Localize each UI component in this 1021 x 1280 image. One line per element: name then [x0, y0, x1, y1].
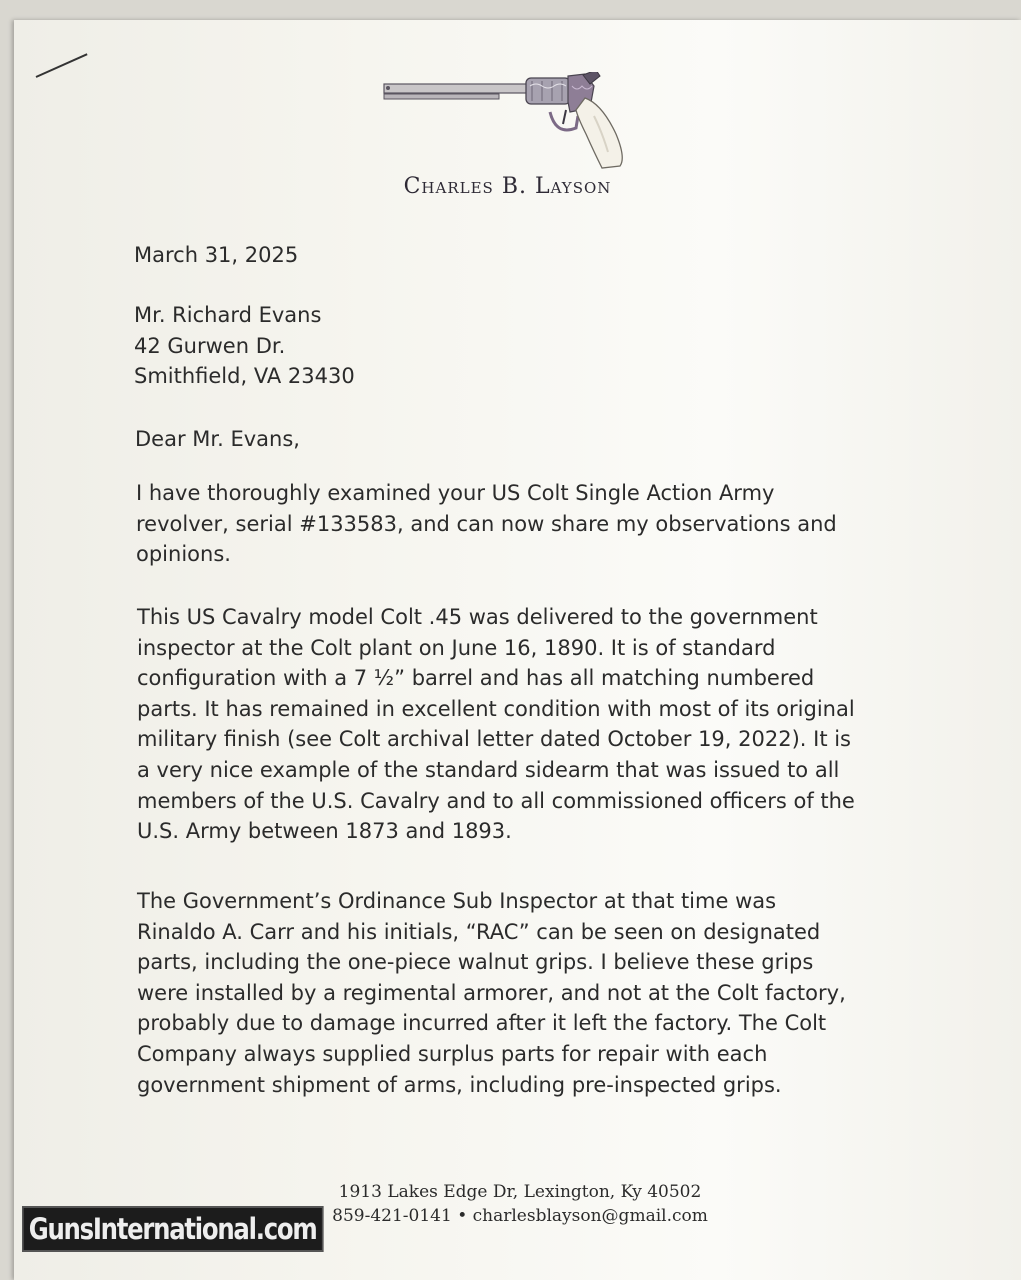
- paragraph-1: [136, 478, 837, 570]
- paragraph-line: Company always supplied surplus parts for repair with each: [137, 1041, 768, 1066]
- paragraph-line: This US Cavalry model Colt .45 was delivered to the government: [137, 605, 818, 629]
- paragraph-line: were installed by a regimental armorer, and not at the Colt factory,: [137, 980, 846, 1005]
- paragraph-line: military finish (see Colt archival letter dated October 19, 2022). It is: [137, 727, 851, 752]
- paragraph-line: opinions.: [136, 542, 231, 567]
- salutation: Dear Mr. Evans,: [135, 427, 300, 451]
- footer-address: 1913 Lakes Edge Dr, Lexington, Ky 40502: [338, 1182, 702, 1202]
- recipient-name: Mr. Richard Evans: [134, 303, 322, 327]
- paragraph-line: parts, including the one-piece walnut grips. I believe these grips: [137, 950, 814, 975]
- paragraph-line: revolver, serial #133583, and can now share my observations and: [136, 511, 837, 536]
- paragraph-line: government shipment of arms, including pre-inspected grips.: [137, 1072, 782, 1097]
- paragraph-3: [137, 886, 846, 1100]
- letterhead-name: Charles B. Layson: [403, 174, 612, 199]
- paragraph-line: The Government’s Ordinance Sub Inspector at that time was: [137, 889, 777, 913]
- paragraph-line: U.S. Army between 1873 and 1893.: [137, 819, 512, 844]
- paragraph-line: I have thoroughly examined your US Colt Single Action Army: [136, 481, 775, 505]
- paragraph-line: a very nice example of the standard sidearm that was issued to all: [137, 757, 840, 782]
- letter-date: March 31, 2025: [134, 243, 299, 267]
- recipient-city-state-zip: Smithfield, VA 23430: [134, 364, 355, 389]
- footer-contact: [330, 1204, 710, 1228]
- footer-email: charlesblayson@gmail.com: [472, 1206, 708, 1226]
- revolver-logo-icon: [380, 72, 645, 172]
- paragraph-line: members of the U.S. Cavalry and to all commissioned officers of the: [137, 788, 855, 813]
- recipient-address: [134, 300, 355, 392]
- paragraph-2: [137, 602, 855, 847]
- recipient-street: 42 Gurwen Dr.: [134, 333, 286, 358]
- letterhead-footer: [330, 1180, 710, 1228]
- paragraph-line: probably due to damage incurred after it left the factory. The Colt: [137, 1011, 827, 1036]
- paragraph-line: parts. It has remained in excellent condition with most of its original: [137, 696, 855, 721]
- footer-phone: 859-421-0141: [332, 1206, 452, 1226]
- paragraph-line: Rinaldo A. Carr and his initials, “RAC” can be seen on designated: [137, 919, 821, 944]
- paragraph-line: inspector at the Colt plant on June 16, 1890. It is of standard: [137, 635, 776, 660]
- paragraph-line: configuration with a 7 ½” barrel and has all matching numbered: [137, 666, 815, 691]
- footer-separator: •: [457, 1206, 468, 1226]
- site-watermark: GunsInternational.com: [22, 1206, 323, 1252]
